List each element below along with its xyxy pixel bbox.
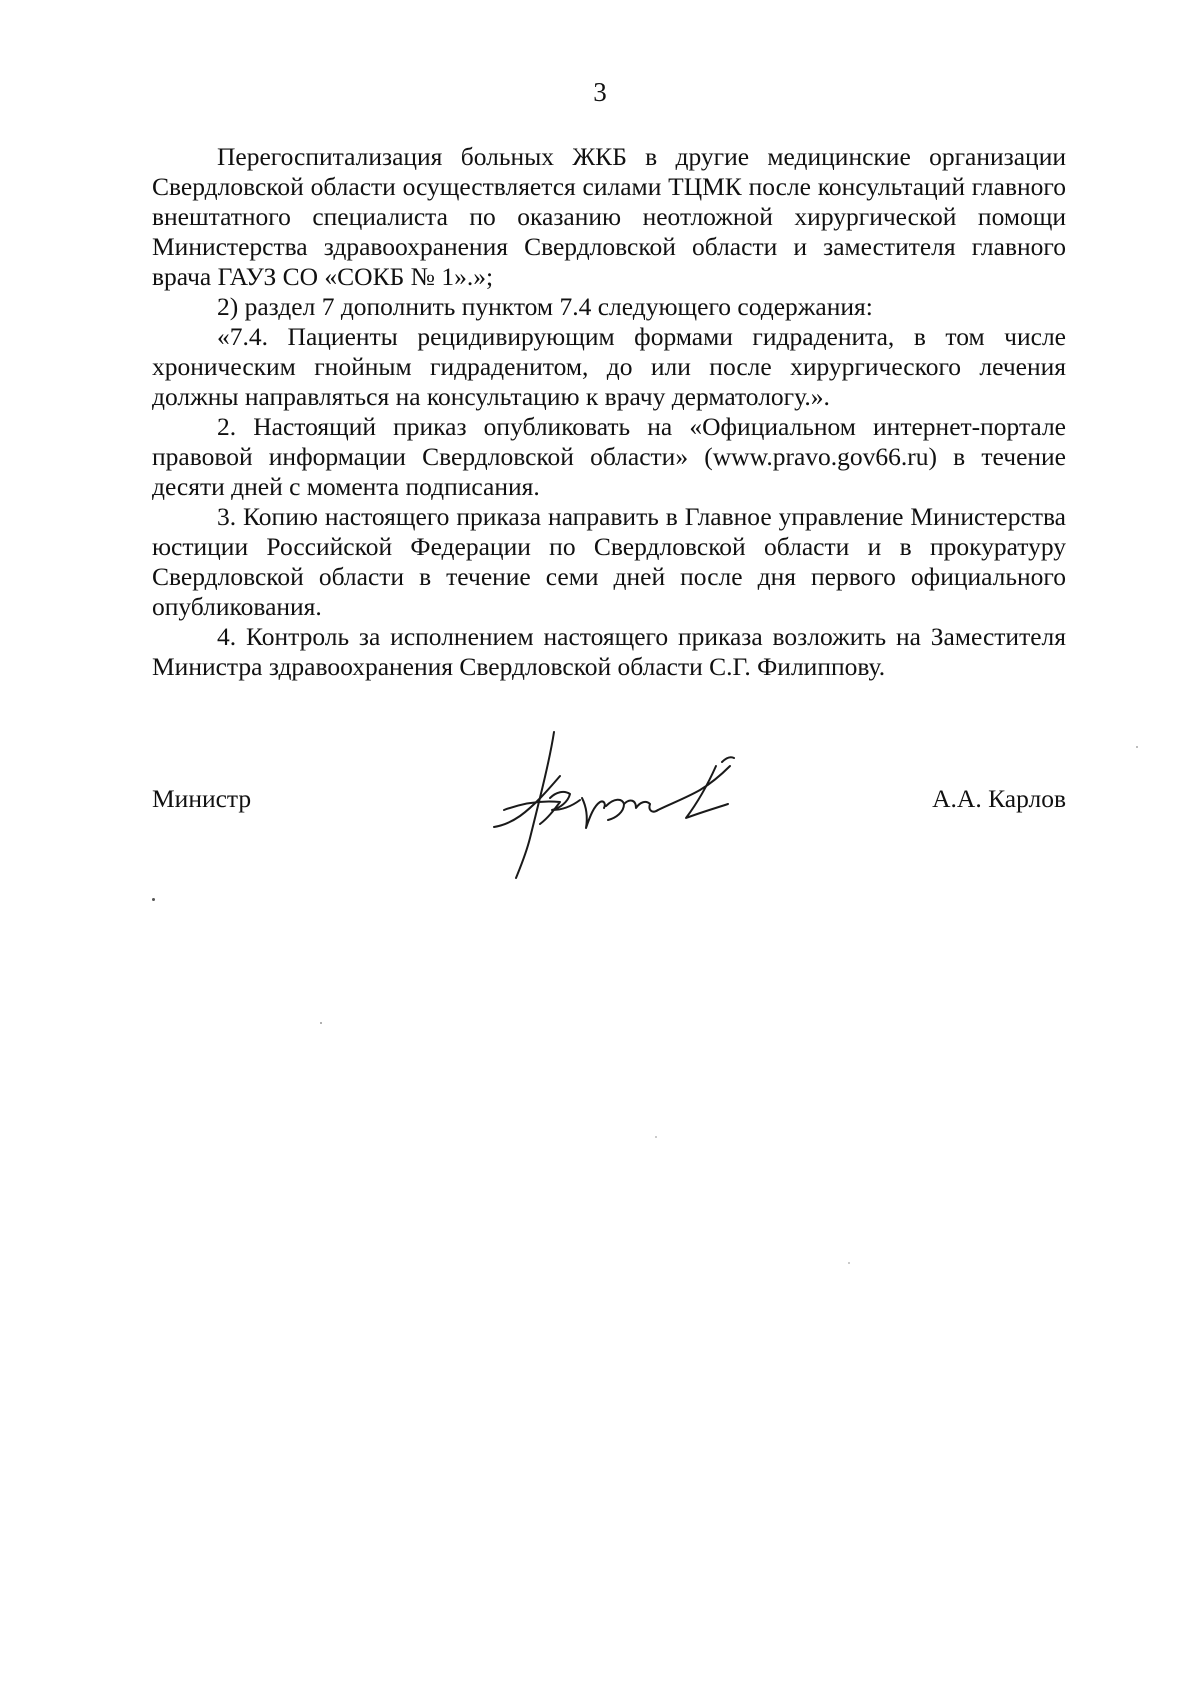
scan-speck	[1136, 746, 1138, 748]
paragraph-copy-directive: 3. Копию настоящего приказа направить в Главное управление Министерства юстиции Российской Федерации по Свердловской области и в прокуратуру Свердловской области в течение семи дней после дня первого официального опубликования.	[152, 502, 1066, 621]
scan-speck	[320, 1022, 322, 1024]
signatory-title: Министр	[152, 784, 252, 813]
paragraph-publication: 2. Настоящий приказ опубликовать на «Официальном интернет-портале правовой информации Свердловской области» (www.pravo.gov66.ru) в течение десяти дней с момента подписания.	[152, 412, 1066, 501]
paragraph-control: 4. Контроль за исполнением настоящего приказа возложить на Заместителя Министра здравоохранения Свердловской области С.Г. Филиппову.	[152, 622, 1066, 681]
document-body	[152, 142, 1066, 682]
scan-speck	[848, 1262, 850, 1264]
handwritten-signature	[490, 728, 820, 888]
signatory-name: А.А. Карлов	[932, 784, 1066, 813]
paragraph-rehospitalization: Перегоспитализация больных ЖКБ в другие медицинские организации Свердловской области осуществляется силами ТЦМК после консультаций главного внештатного специалиста по оказанию неотложной хирургической помощи Министерства здравоохранения Свердловской области и заместителя главного врача ГАУЗ СО «СОКБ № 1».»;	[152, 142, 1066, 291]
paragraph-item-2-section-7: 2) раздел 7 дополнить пунктом 7.4 следующего содержания:	[217, 292, 873, 321]
scan-speck	[152, 898, 155, 901]
paragraph-clause-7-4: «7.4. Пациенты рецидивирующим формами гидраденита, в том числе хроническим гнойным гидраденитом, до или после хирургического лечения должны направляться на консультацию к врачу дерматологу.».	[152, 322, 1066, 411]
page-number: 3	[593, 77, 607, 107]
scan-speck	[655, 1136, 657, 1138]
